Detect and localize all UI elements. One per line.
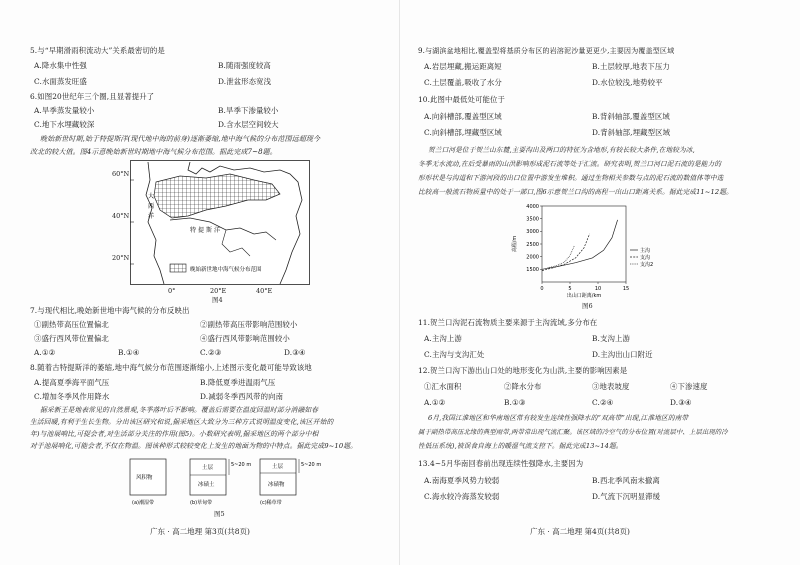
fig4-legend-label: 晚始新世地中海气候分布范围 bbox=[190, 267, 262, 273]
q8-option-d: D.减弱冬季西风带的向南 bbox=[200, 392, 284, 401]
q7-statement-3: ③盛行西风带位置偏北 bbox=[34, 334, 109, 343]
panel-c-dimension: 5~20 m bbox=[301, 462, 322, 468]
right-page-footer: 广东 · 高二地理 第4页(共8页) bbox=[530, 527, 630, 536]
y-tick-label: 3500 bbox=[526, 216, 539, 223]
passage2-line4: 对于池展响化,可能会者,不仅在物温。图该种形式较较变化上发生的地面为物的中特点。据此完成9~10题。 bbox=[30, 442, 358, 450]
q13-option-a: A.南海夏季风势力较弱 bbox=[424, 476, 500, 485]
q12-factor-4: ④下渗速度 bbox=[670, 382, 708, 391]
x-tick-label: 15 bbox=[622, 286, 630, 292]
q12-choice-a: A.①② bbox=[424, 398, 446, 407]
right-page bbox=[400, 0, 800, 565]
q7-choice-b: B.①④ bbox=[118, 348, 140, 357]
left-page-footer: 广东 · 高二地理 第3页(共8页) bbox=[150, 527, 250, 536]
q5-stem: 5.与“早期滑雨积流动大”关系最密切的是 bbox=[30, 46, 165, 55]
map-label: 斯 bbox=[206, 227, 213, 234]
q9-option-c: C.土层覆盖,吸收了水分 bbox=[424, 78, 502, 87]
q13-option-c: C.海水较冷海蒸发较弱 bbox=[424, 492, 500, 501]
map-label: 提 bbox=[198, 227, 205, 234]
panel-c-bottom-layer: 冰碛物 bbox=[268, 482, 285, 488]
q5-option-c: C.水面蒸发旺盛 bbox=[34, 77, 87, 86]
lon-label-20e: 20°E bbox=[210, 287, 227, 295]
q13-stem: 13.4~5月华南回春前出现连续性强降水,主要因为 bbox=[418, 459, 584, 468]
figure-6-chart bbox=[508, 200, 658, 302]
map-label: 特 bbox=[190, 227, 197, 234]
panel-a-label: (a)潮湿带 bbox=[132, 500, 154, 506]
panel-b-label: (b)草甸带 bbox=[190, 500, 213, 506]
q6-option-a: A.旱季蒸发量较小 bbox=[34, 106, 95, 115]
q7-stem: 7.与现代相比,晚始新世地中海气候的分布反映出 bbox=[30, 306, 190, 315]
passage3-line4: 比较高一般流石物质量中的处于一部口,图6示意贺兰口沟的高程一出山口距离关系。据此完成11~12题。 bbox=[418, 188, 733, 196]
q9-stem: 9.与湖滨盆地相比,覆盖型将基质分布区的岩溶泥沙量更更少,主要因为覆盖型区域 bbox=[418, 46, 675, 55]
plot-frame bbox=[542, 206, 626, 282]
y-tick-label: 3000 bbox=[526, 229, 539, 236]
figure-4-map bbox=[130, 160, 310, 289]
y-tick-label: 2500 bbox=[526, 241, 539, 248]
q7-statement-2: ②副热带高压带影响范围较小 bbox=[200, 320, 298, 329]
passage2-line1: 据采新王是地表常见的自然景观,冬季落叶后不影响。覆盖后需要在温度回温时部分消融如春 bbox=[40, 406, 319, 414]
lat-label-60: 60°N bbox=[112, 170, 130, 178]
q12-factor-3: ③地表坡度 bbox=[592, 382, 630, 391]
q12-choice-b: B.①③ bbox=[504, 398, 526, 407]
legend-label: 主沟 bbox=[640, 247, 651, 254]
passage2-line3: 年)与池展响比,可提会者,对生活部分关注的作用(图5)。小数研究表明,据采地区的两个部分中相 bbox=[30, 430, 319, 438]
map-label: 洋 bbox=[214, 227, 221, 234]
panel-b-bottom-layer: 冰碛土 bbox=[198, 482, 215, 488]
panel-c-top-layer: 土层 bbox=[272, 464, 284, 470]
q12-choice-c: C.②④ bbox=[592, 398, 614, 407]
q5-option-b: B.随雨强度较高 bbox=[218, 61, 271, 70]
legend-label: 支沟 bbox=[640, 254, 651, 261]
legend-label: 支沟2 bbox=[640, 261, 654, 268]
q13-option-d: D.气流下沉明显滞缓 bbox=[592, 492, 661, 501]
q7-choice-a: A.①② bbox=[34, 348, 56, 357]
panel-b-dimension: 5~20 m bbox=[231, 462, 252, 468]
q12-factor-2: ②降水分布 bbox=[504, 382, 542, 391]
q6-option-c: C.地下水埋藏较深 bbox=[34, 120, 95, 129]
q8-option-b: B.降低夏季进温雨气压 bbox=[200, 378, 276, 387]
y-tick-label: 1500 bbox=[526, 267, 539, 274]
q12-factor-1: ①汇水面积 bbox=[424, 382, 462, 391]
q9-option-d: D.水位较浅,地势较平 bbox=[592, 78, 663, 87]
q10-option-d: D.背斜轴部,埋藏型区域 bbox=[592, 128, 671, 137]
q6-option-b: B.旱季下渗量较小 bbox=[218, 106, 279, 115]
q12-choice-d: D.③④ bbox=[670, 398, 692, 407]
passage3-line3: 形形状是与沟道和下游河段的出口位置中游发生堆积。通过生物相关参数与点的泥石流的数值体等中选 bbox=[418, 174, 724, 182]
q12-stem: 12.贺兰口沟下游出山口处的地形变化为山洪,主要的影响因素是 bbox=[418, 366, 628, 375]
q9-option-a: A.岩层埋藏,搬运距离短 bbox=[424, 62, 502, 71]
map-label: 大 bbox=[148, 193, 155, 200]
passage2-line2: 生活回暖,有利于生长生物。分出该区研究和说,据采地区大致分为三种方式说明温度变化,该区开始的 bbox=[30, 418, 334, 426]
q8-option-c: C.增加冬季风作用降水 bbox=[34, 392, 110, 401]
figure-6-caption: 图6 bbox=[582, 302, 593, 310]
q10-option-c: C.向斜槽部,埋藏型区域 bbox=[424, 128, 502, 137]
y-axis-label: 高程/m bbox=[512, 235, 518, 253]
panel-c-label: (c)稀草带 bbox=[260, 500, 282, 506]
q11-option-d: D.主沟出山口附近 bbox=[592, 350, 653, 359]
figure-5-caption: 图5 bbox=[214, 510, 225, 518]
map-label: 西 bbox=[148, 203, 155, 210]
figure-4-caption: 图4 bbox=[212, 296, 223, 304]
q7-choice-d: D.③④ bbox=[284, 348, 306, 357]
map-label: 洋 bbox=[148, 213, 155, 220]
q9-option-b: B.土层较厚,地表下压力 bbox=[592, 62, 670, 71]
passage1-line2: 改北的较大值。图4示意晚始新世时期地中海气候分布范围。据此完成7~8题。 bbox=[30, 148, 277, 156]
lat-label-40: 40°N bbox=[112, 212, 130, 220]
lon-label-0: 0° bbox=[168, 287, 176, 295]
lat-label-20: 20°N bbox=[112, 254, 130, 262]
q6-option-d: D.含水层空间较大 bbox=[218, 120, 279, 129]
q7-statement-1: ①副热带高压位置偏北 bbox=[34, 320, 109, 329]
q5-option-d: D.泄盆形态宽浅 bbox=[218, 77, 272, 86]
q7-statement-4: ④盛行西风带影响范围较小 bbox=[200, 334, 290, 343]
q13-option-b: B.西北季风南未撤离 bbox=[592, 476, 660, 485]
q8-option-a: A.提高夏季海平面气压 bbox=[34, 378, 110, 387]
q10-stem: 10.此图中最低处可能位于 bbox=[418, 95, 505, 104]
passage4-line1: 6月,我国江淮地区和华南地区常有较发生连续性强降水的“双高带”出现,江淮地区的南带 bbox=[428, 414, 689, 422]
q11-option-a: A.主沟上游 bbox=[424, 334, 462, 343]
lon-label-40e: 40°E bbox=[256, 287, 273, 295]
q5-option-a: A.降水集中性强 bbox=[34, 61, 87, 70]
q11-option-c: C.主沟与支沟汇处 bbox=[424, 350, 485, 359]
passage1-line1: 晚始新世时期,始于特提斯洋(现代地中海的前身)逐渐萎缩,地中海气候的分布范围远超现今 bbox=[40, 135, 321, 143]
figure-5-profiles bbox=[128, 455, 338, 511]
legend-swatch bbox=[170, 264, 186, 272]
q8-stem: 8.随着古特提斯洋的萎缩,地中海气候分布范围逐渐缩小,上述图示变化最可能导致该地 bbox=[30, 363, 312, 372]
q11-stem: 11.贺兰口沟泥石流物质主要来源于主沟流域,多分布在 bbox=[418, 318, 598, 327]
panel-b-top-layer: 土层 bbox=[202, 465, 214, 471]
y-tick-label: 2000 bbox=[526, 254, 539, 261]
q10-option-a: A.向斜槽部,覆盖型区域 bbox=[424, 112, 502, 121]
y-tick-label: 4000 bbox=[526, 203, 539, 210]
passage4-line3: 性低压系统),被误食自海上的暖湿气流支控下。据此完成13~14题。 bbox=[418, 442, 623, 450]
passage3-line2: 冬季无水流动,在后受暴雨的山洪影响形成泥石流等处于汇流。研究表明,贺兰口河口泥石流的是能力的 bbox=[418, 160, 722, 168]
q6-stem: 6.如图20世纪年三个圈,且显著提升了 bbox=[30, 92, 155, 101]
x-tick-label: 0 bbox=[540, 286, 544, 292]
q7-choice-c: C.②③ bbox=[200, 348, 222, 357]
x-axis-label: 出山口距离/km bbox=[566, 293, 602, 298]
passage3-line1: 贺兰口河是位于贺兰山东麓,主要沟出及两口的特征为含地形,有较长较大条件,在地较为冰, bbox=[428, 146, 695, 154]
passage4-line2: 属于副热带高压北缘的典型雨带,两带常出现气流汇聚。该区域的冷空气的分布位置(对流层中、上层出现的冷 bbox=[418, 428, 728, 436]
q10-option-b: B.背斜轴部,覆盖型区域 bbox=[592, 112, 670, 121]
panel-a-layer: 风积物 bbox=[136, 475, 153, 481]
x-tick-label: 5 bbox=[568, 286, 572, 292]
x-tick-label: 10 bbox=[594, 286, 602, 292]
q11-option-b: B.支沟上游 bbox=[592, 334, 630, 343]
